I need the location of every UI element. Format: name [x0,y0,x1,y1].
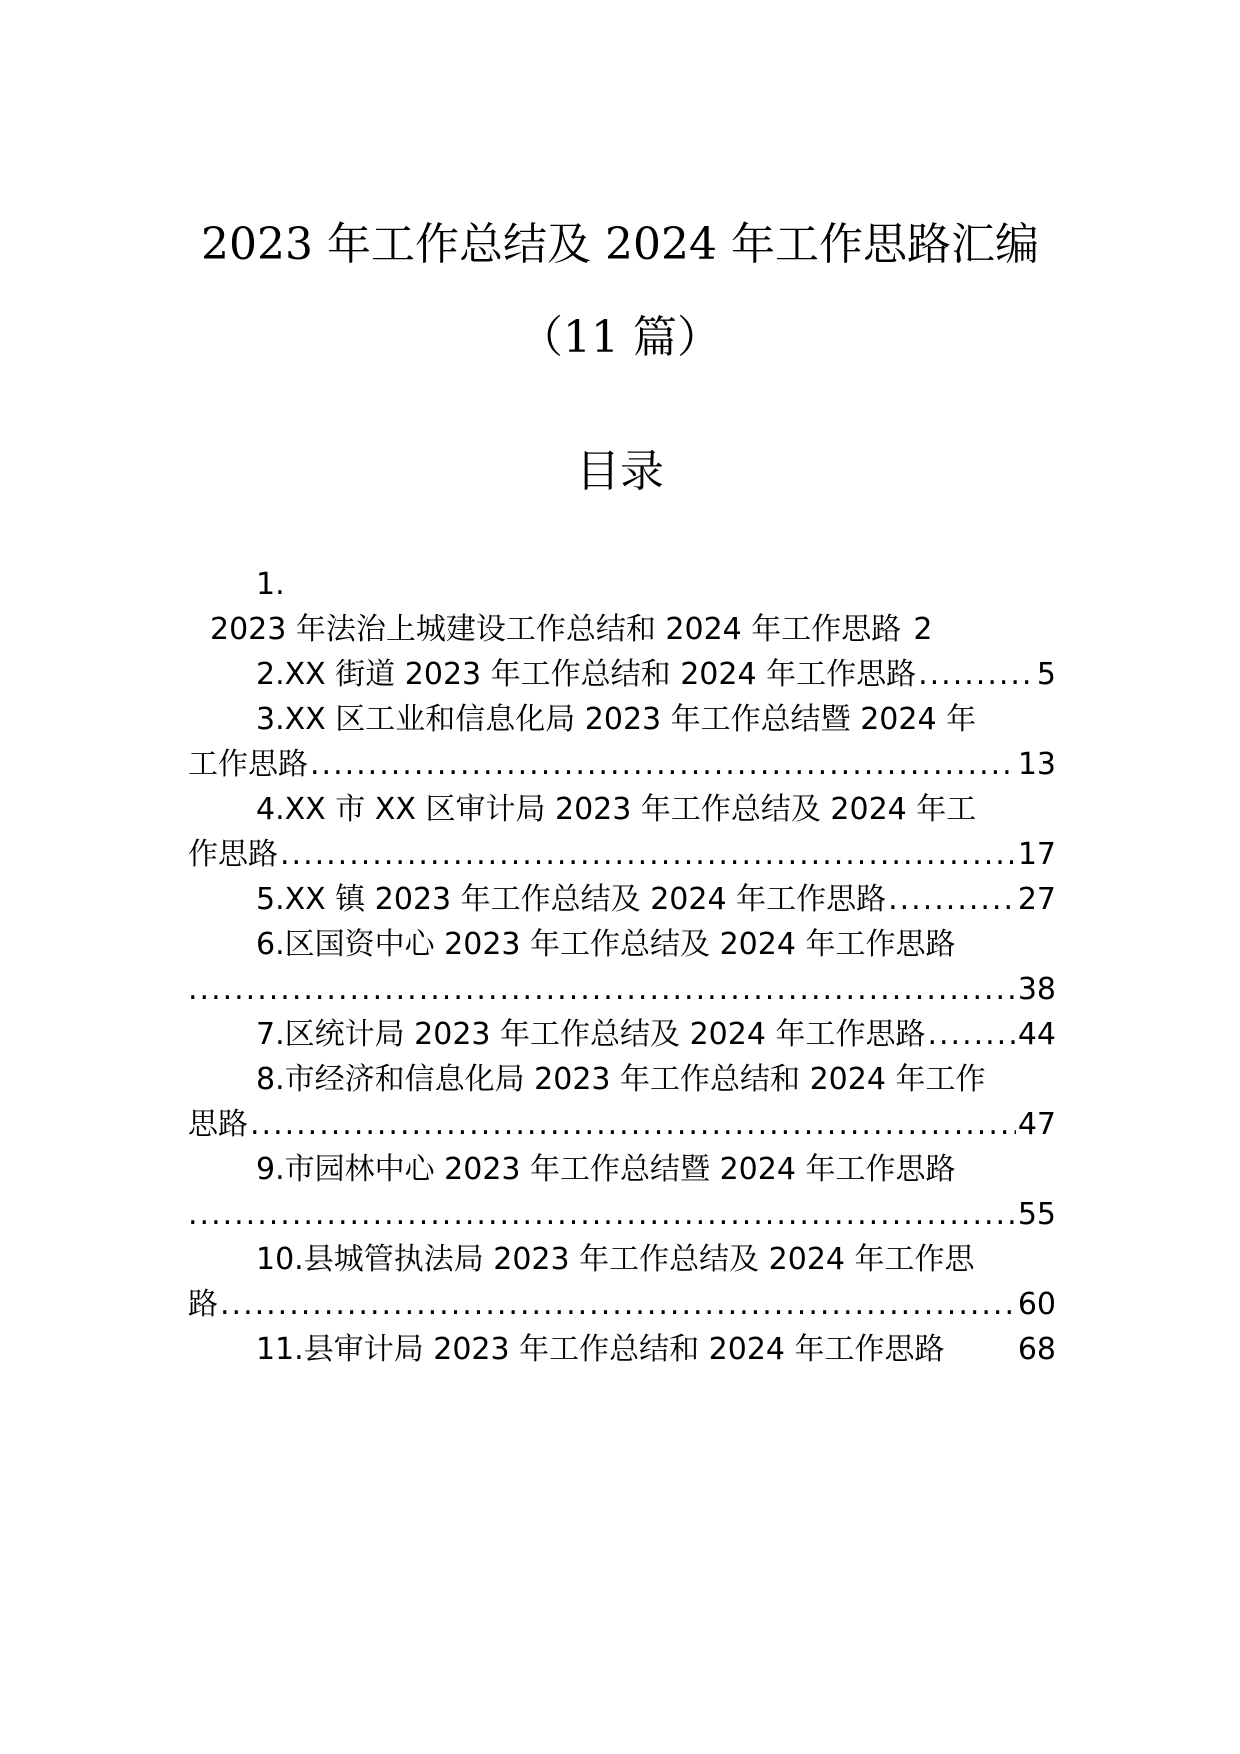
toc-entry-number: 11. [256,1332,304,1367]
toc-entry-8-line1[interactable] [188,1057,1056,1102]
toc-entry-title: XX 市 XX 区审计局 2023 年工作总结及 2024 年工 [284,792,977,827]
toc-entry-page: 5 [1036,657,1056,692]
toc-entry-9-line1[interactable] [188,1147,1056,1192]
toc-entry-6-line2[interactable] [188,967,1056,1012]
toc-entry-number: 10. [256,1242,304,1277]
toc-leader-dots [927,1012,1015,1057]
toc-leader-dots [188,1192,1016,1237]
toc-entry-title: XX 区工业和信息化局 2023 年工作总结暨 2024 年 [284,702,977,737]
toc-leader-dots [310,742,1016,787]
toc-entry-number: 2. [256,657,285,692]
toc-entry-title-cont: 思路 [188,1107,248,1142]
document-subtitle: （11 篇） [519,312,721,363]
toc-entry-3-line2[interactable] [188,742,1056,787]
toc-entry-number: 4. [256,792,285,827]
toc-entry-page: 38 [1017,972,1056,1007]
toc-entry-page: 60 [1017,1287,1056,1322]
toc-entry-5[interactable] [188,877,1056,922]
toc-entry-title: 县审计局 2023 年工作总结和 2024 年工作思路 [303,1332,945,1367]
toc-entry-page: 55 [1017,1197,1056,1232]
toc-entry-4-line1[interactable] [188,787,1056,832]
toc-entry-title: 县城管执法局 2023 年工作总结及 2024 年工作思 [303,1242,975,1277]
toc-entry-title: 区统计局 2023 年工作总结及 2024 年工作思路 [284,1017,926,1052]
toc-entry-8-line2[interactable] [188,1102,1056,1147]
toc-entry-title: XX 镇 2023 年工作总结及 2024 年工作思路 [284,882,887,917]
toc-entry-title: 2023 年法治上城建设工作总结和 2024 年工作思路 [210,612,902,647]
toc-entry-7[interactable] [188,1012,1056,1057]
toc-leader-dots [188,967,1016,1012]
toc-entry-page: 27 [1017,882,1056,917]
toc-entry-title-cont: 路 [188,1287,218,1322]
toc-entry-2[interactable] [188,652,1056,697]
toc-entry-title-cont: 工作思路 [188,747,308,782]
table-of-contents [188,562,1056,1372]
toc-entry-page: 13 [1017,747,1056,782]
toc-entry-number: 7. [256,1017,285,1052]
toc-entry-page: 47 [1017,1107,1056,1142]
toc-entry-title: XX 街道 2023 年工作总结和 2024 年工作思路 [284,657,917,692]
toc-entry-number: 9. [256,1152,285,1187]
toc-entry-number: 1. [256,567,285,602]
toc-leader-dots [250,1102,1016,1147]
toc-entry-4-line2[interactable] [188,832,1056,877]
toc-entry-11[interactable] [188,1327,1056,1372]
toc-entry-10-line2[interactable] [188,1282,1056,1327]
toc-entry-page: 17 [1017,837,1056,872]
toc-heading: 目录 [576,446,664,497]
toc-leader-dots [918,652,1035,697]
toc-entry-title: 市园林中心 2023 年工作总结暨 2024 年工作思路 [284,1152,956,1187]
toc-entry-9-line2[interactable] [188,1192,1056,1237]
toc-entry-3-line1[interactable] [188,697,1056,742]
toc-entry-1-number-row[interactable] [188,562,1056,607]
toc-entry-title-cont: 作思路 [188,837,278,872]
toc-entry-number: 5. [256,882,285,917]
toc-entry-1[interactable] [188,607,1056,652]
toc-leader-dots [888,877,1016,922]
toc-leader-dots [220,1282,1016,1327]
toc-entry-title: 区国资中心 2023 年工作总结及 2024 年工作思路 [284,927,956,962]
toc-entry-number: 6. [256,927,285,962]
toc-entry-6-line1[interactable] [188,922,1056,967]
toc-entry-page: 68 [1017,1332,1056,1367]
toc-entry-10-line1[interactable] [188,1237,1056,1282]
toc-entry-page: 44 [1017,1017,1056,1052]
document-title: 2023 年工作总结及 2024 年工作思路汇编 [201,219,1039,270]
toc-entry-title: 市经济和信息化局 2023 年工作总结和 2024 年工作 [284,1062,986,1097]
toc-leader-dots [280,832,1016,877]
toc-entry-page: 2 [913,612,933,647]
toc-entry-number: 3. [256,702,285,737]
toc-entry-number: 8. [256,1062,285,1097]
